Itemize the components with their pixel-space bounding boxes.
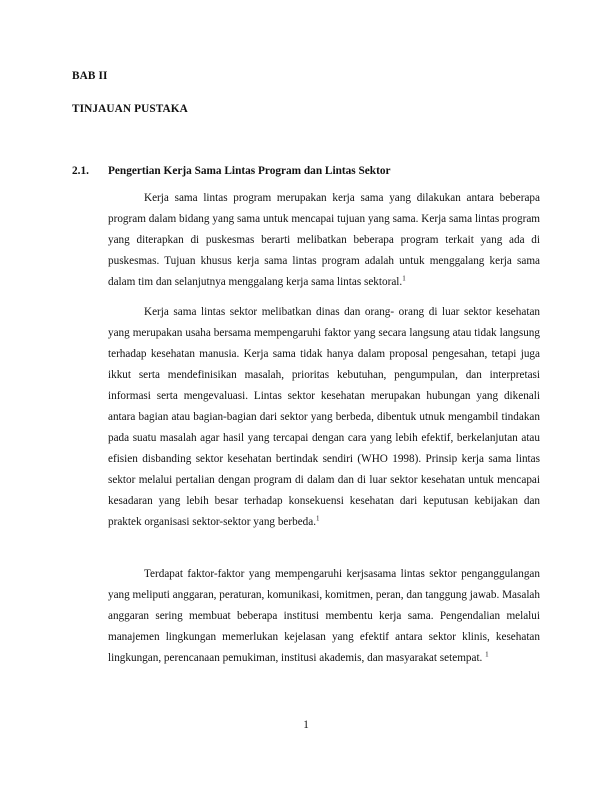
- paragraph-2: [108, 302, 540, 533]
- chapter-title: TINJAUAN PUSTAKA: [72, 103, 188, 115]
- footnote-ref: 1: [485, 650, 489, 659]
- page-number: 1: [303, 719, 309, 731]
- paragraph-2-text: Kerja sama lintas sektor melibatkan dinas dan orang- orang di luar sektor kesehatan yang merupakan usaha bersama mempengaruhi faktor yang secara langsung atau tidak langsung terhadap kesehatan manusia. Kerja sama tidak hanya dalam proposal pengesahan, tetapi juga ikkut serta mendefinisikan masalah, prioritas kebutuhan, pengumpulan, dan interpretasi informasi serta mengevaluasi. Lintas sektor kesehatan merupakan hubungan yang dikenali antara bagian atau bagian-bagian dari sektor yang berbeda, dibentuk utnuk mengambil tindakan pada suatu masalah agar hasil yang tercapai dengan cara yang lebih efektif, berkelanjutan atau efisien disbanding sektor kesehatan bertindak sendiri (WHO 1998). Prinsip kerja sama lintas sektor melalui pertalian dengan program di dalam dan di luar sektor kesehatan untuk mencapai kesadaran yang lebih besar terhadap konsekuensi kesehatan dari keputusan kebijakan dan praktek organisasi sektor-sektor yang berbeda.: [108, 306, 540, 528]
- paragraph-3: [108, 564, 540, 669]
- footnote-ref: 1: [316, 514, 320, 523]
- footnote-ref: 1: [402, 274, 406, 283]
- section-number: 2.1.: [72, 165, 89, 177]
- paragraph-1-text: Kerja sama lintas program merupakan kerja sama yang dilakukan antara beberapa program dalam bidang yang sama untuk mencapai tujuan yang sama. Kerja sama lintas program yang diterapkan di puskesmas berarti melibatkan beberapa program terkait yang ada di puskesmas. Tujuan khusus kerja sama lintas program adalah untuk menggalang kerja sama dalam tim dan selanjutnya menggalang kerja sama lintas sektoral.: [108, 192, 540, 288]
- chapter-label: BAB II: [72, 70, 108, 82]
- paragraph-1: [108, 188, 540, 293]
- paragraph-3-text: Terdapat faktor-faktor yang mempengaruhi kerjsasama lintas sektor penganggulangan yang meliputi anggaran, peraturan, komunikasi, komitmen, peran, dan tanggung jawab. Masalah anggaran sering membuat beberapa institusi membentu kerja sama. Pengendalian melalui manajemen lingkungan memerlukan kejelasan yang efektif antara sektor klinis, kesehatan lingkungan, perencanaan pemukiman, institusi akademis, dan masyarakat setempat.: [108, 568, 540, 664]
- section-title: Pengertian Kerja Sama Lintas Program dan Lintas Sektor: [108, 165, 391, 177]
